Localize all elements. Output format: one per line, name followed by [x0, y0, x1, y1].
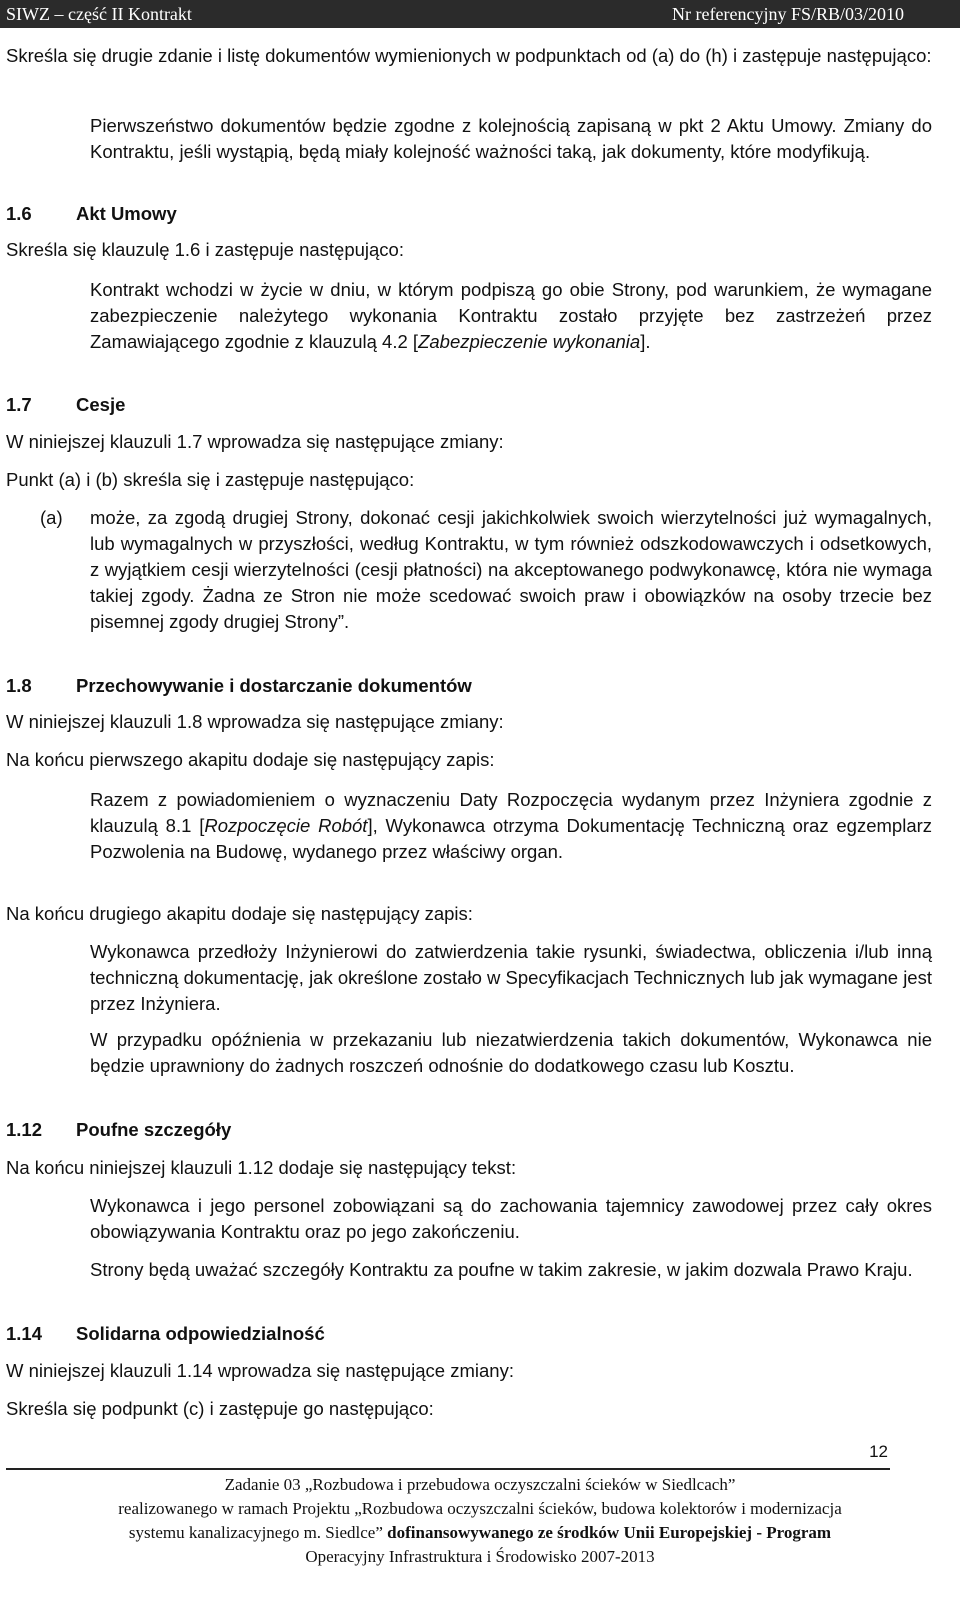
section-heading-1-8 [6, 673, 472, 699]
indented-paragraph [90, 787, 932, 865]
footer-divider [6, 1468, 890, 1470]
text-run: ]. [640, 331, 651, 352]
section-number: 1.6 [6, 203, 32, 224]
paragraph: Skreśla się podpunkt (c) i zastępuje go następująco: [6, 1398, 434, 1419]
indented-paragraph: Strony będą uważać szczegóły Kontraktu za poufne w takim zakresie, w jakim dozwala Prawo Kraju. [90, 1259, 913, 1280]
page-header [0, 0, 960, 28]
section-title: Akt Umowy [76, 203, 177, 224]
paragraph: W niniejszej klauzuli 1.7 wprowadza się następujące zmiany: [6, 431, 504, 452]
indented-paragraph: W przypadku opóźnienia w przekazaniu lub niezatwierdzenia takich dokumentów, Wykonawca nie będzie uprawniony do żadnych roszczeń odnośnie do dodatkowego czasu lub Kosztu. [90, 1029, 932, 1076]
indented-paragraph: Wykonawca przedłoży Inżynierowi do zatwierdzenia takie rysunki, świadectwa, obliczenia i/lub inną techniczną dokumentację, jak określone zostało w Specyfikacjach Technicznych lub jak wymagane jest przez Inżyniera. [90, 941, 932, 1014]
section-title: Przechowywanie i dostarczanie dokumentów [76, 675, 472, 696]
footer-line: realizowanego w ramach Projektu „Rozbudowa oczyszczalni ścieków, budowa kolektorów i modernizacja [118, 1499, 842, 1518]
italic-reference: Rozpoczęcie Robót [204, 815, 368, 836]
section-title: Cesje [76, 394, 126, 415]
paragraph: Skreśla się drugie zdanie i listę dokumentów wymienionych w podpunktach od (a) do (h) i zastępuje następująco: [6, 45, 932, 66]
text-run: Razem z powiadomieniem o wyznaczeniu Daty Rozpoczęcia wydanym przez Inżyniera zgodnie z klauzulą 8.1 [ [90, 789, 932, 836]
indented-paragraph [90, 277, 932, 355]
section-heading-1-12 [6, 1117, 231, 1143]
footer-line: Zadanie 03 „Rozbudowa i przebudowa oczyszczalni ścieków w Siedlcach” [224, 1475, 736, 1494]
paragraph: Skreśla się klauzulę 1.6 i zastępuje następująco: [6, 239, 404, 260]
section-number: 1.7 [6, 394, 32, 415]
section-number: 1.14 [6, 1323, 43, 1344]
header-reference-number: Nr referencyjny FS/RB/03/2010 [672, 4, 904, 24]
footer-line: Operacyjny Infrastruktura i Środowisko 2007-2013 [305, 1547, 655, 1566]
paragraph: Na końcu niniejszej klauzuli 1.12 dodaje się następujący tekst: [6, 1157, 517, 1178]
paragraph: Na końcu pierwszego akapitu dodaje się następujący zapis: [6, 749, 495, 770]
italic-reference: Zabezpieczenie wykonania [418, 331, 641, 352]
header-left-text: SIWZ – część II Kontrakt [6, 4, 192, 24]
section-number: 1.8 [6, 675, 32, 696]
list-item-text: może, za zgodą drugiej Strony, dokonać cesji jakichkolwiek swoich wierzytelności już wymagalnych, lub wymagalnych w przyszłości, według Kontraktu, w tym również odszkodowawczych i odsetkowych, z wyjątkiem cesji wierzytelności (cesji płatności) na akceptowanego podwykonawcę, która nie wymaga takiej zgody. Żadna ze Stron nie może scedować swoich praw i obowiązków na osoby trzecie bez pisemnej zgody drugiej Strony”. [90, 507, 932, 632]
footer-line [0, 1521, 960, 1545]
page-number: 12 [869, 1442, 888, 1461]
section-title: Poufne szczegóły [76, 1119, 232, 1140]
footer-text: systemu kanalizacyjnego m. Siedlce” [128, 1523, 383, 1542]
paragraph: Na końcu drugiego akapitu dodaje się następujący zapis: [6, 903, 473, 924]
section-heading-1-6 [6, 201, 177, 227]
list-marker: (a) [40, 507, 63, 528]
text-run: Kontrakt wchodzi w życie w dniu, w którym podpiszą go obie Strony, pod warunkiem, że wymagane zabezpieczenie należytego wykonania Kontraktu zostało przyjęte bez zastrzeżeń przez Zamawiającego zgodnie z klauzulą 4.2 [ [90, 279, 932, 352]
section-number: 1.12 [6, 1119, 43, 1140]
text-run: ], Wykonawca otrzyma Dokumentację Techniczną oraz egzemplarz Pozwolenia na Budowę, wydanego przez właściwy organ. [90, 815, 933, 862]
indented-paragraph: Pierwszeństwo dokumentów będzie zgodne z kolejnością zapisaną w pkt 2 Aktu Umowy. Zmiany do Kontraktu, jeśli wystąpią, będą miały kolejność ważności taką, jak dokumenty, które modyfikują. [90, 115, 932, 162]
indented-paragraph: Wykonawca i jego personel zobowiązani są do zachowania tajemnicy zawodowej przez cały okres obowiązywania Kontraktu oraz po jego zakończeniu. [90, 1195, 932, 1242]
paragraph: W niniejszej klauzuli 1.14 wprowadza się następujące zmiany: [6, 1360, 514, 1381]
section-heading-1-14 [6, 1321, 325, 1347]
section-title: Solidarna odpowiedzialność [76, 1323, 325, 1344]
section-heading-1-7 [6, 392, 125, 418]
paragraph: Punkt (a) i (b) skreśla się i zastępuje następująco: [6, 469, 415, 490]
footer-text-bold: dofinansowywanego ze środków Unii Europejskiej - Program [387, 1523, 832, 1542]
paragraph: W niniejszej klauzuli 1.8 wprowadza się następujące zmiany: [6, 711, 504, 732]
